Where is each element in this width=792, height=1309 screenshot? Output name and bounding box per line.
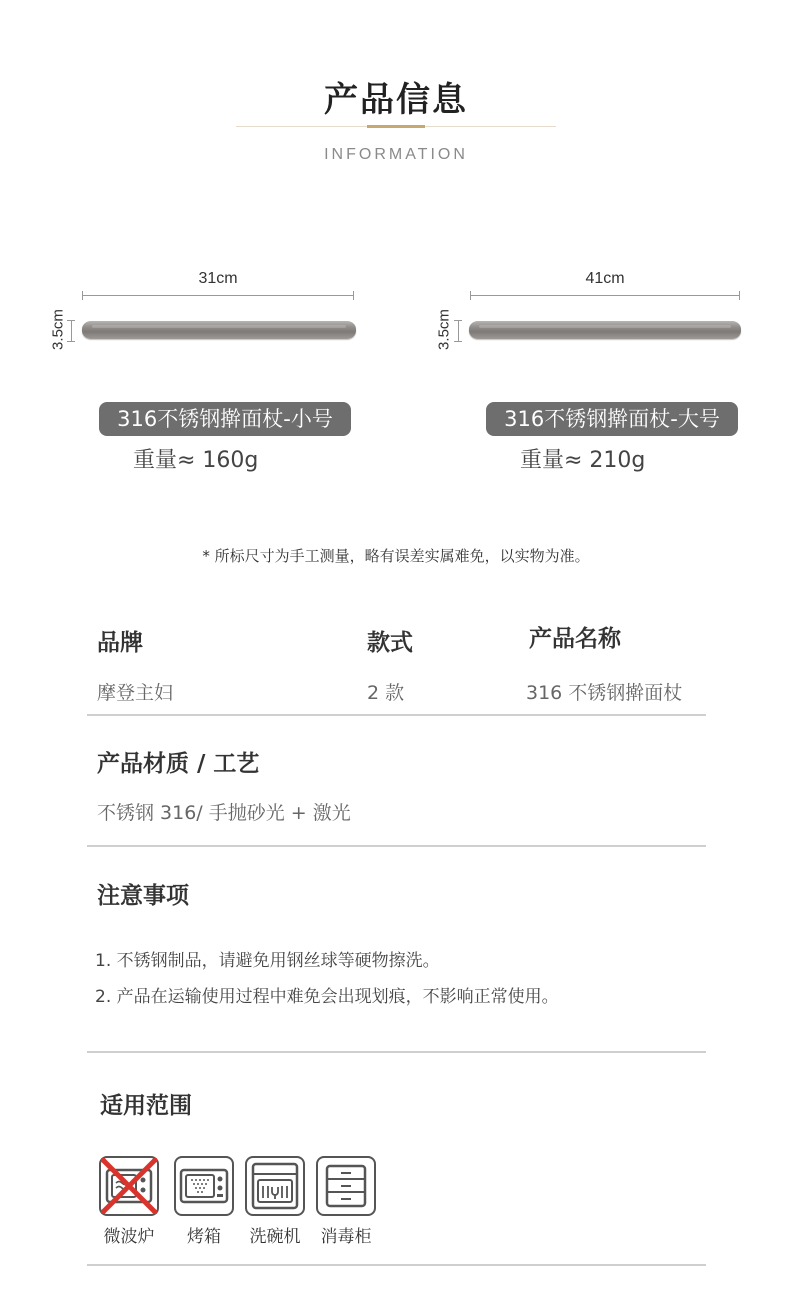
diameter-dimension-line	[458, 320, 459, 342]
caution-item: 1. 不锈钢制品，请避免用钢丝球等硬物擦洗。	[95, 951, 440, 971]
length-tick-right	[739, 291, 740, 300]
product-weight: 重量≈ 210g	[520, 448, 646, 473]
rolling-pin-small-image	[82, 321, 356, 339]
usage-title: 适用范围	[100, 1093, 192, 1119]
product-weight: 重量≈ 160g	[133, 448, 259, 473]
length-label: 41cm	[585, 270, 625, 287]
usage-label-microwave: 微波炉	[103, 1227, 155, 1247]
divider	[87, 1264, 706, 1266]
diameter-tick-top	[67, 320, 75, 321]
usage-label-dishwasher: 洗碗机	[249, 1227, 301, 1247]
divider	[87, 845, 706, 847]
length-tick-left	[470, 291, 471, 300]
product-name-badge: 316不锈钢擀面杖-小号	[99, 402, 351, 436]
divider	[87, 1051, 706, 1053]
product-name-badge: 316不锈钢擀面杖-大号	[486, 402, 738, 436]
diameter-label: 3.5cm	[49, 309, 67, 350]
length-label: 31cm	[198, 270, 238, 287]
length-tick-right	[353, 291, 354, 300]
brand-value: 摩登主妇	[97, 682, 174, 704]
sterilizer-cabinet-icon	[316, 1156, 376, 1216]
page-subtitle: INFORMATION	[324, 146, 468, 163]
caution-item: 2. 产品在运输使用过程中难免会出现划痕，不影响正常使用。	[95, 987, 559, 1007]
usage-label-oven: 烤箱	[187, 1227, 221, 1247]
cautions-title: 注意事项	[97, 883, 189, 909]
length-dimension-line	[470, 295, 740, 296]
diameter-dimension-line	[71, 320, 72, 342]
style-label: 款式	[367, 630, 413, 656]
page-title: 产品信息	[324, 80, 468, 120]
style-value: 2 款	[367, 682, 405, 704]
usage-label-sterilizer: 消毒柜	[320, 1227, 372, 1247]
oven-icon	[174, 1156, 234, 1216]
length-tick-left	[82, 291, 83, 300]
product-name-label: 产品名称	[529, 626, 621, 652]
divider	[87, 714, 706, 716]
material-value: 不锈钢 316/ 手抛砂光 + 激光	[97, 802, 351, 824]
product-name-value: 316 不锈钢擀面杖	[526, 682, 683, 704]
dishwasher-icon	[245, 1156, 305, 1216]
diameter-tick-bottom	[454, 341, 462, 342]
material-label: 产品材质 / 工艺	[97, 751, 260, 777]
diameter-label: 3.5cm	[435, 309, 453, 350]
rolling-pin-large-image	[469, 321, 741, 339]
brand-label: 品牌	[97, 630, 143, 656]
measurement-note: * 所标尺寸为手工测量，略有误差实属难免，以实物为准。	[202, 547, 590, 565]
diameter-tick-top	[454, 320, 462, 321]
microwave-crossed-icon	[99, 1156, 159, 1216]
diameter-tick-bottom	[67, 341, 75, 342]
length-dimension-line	[82, 295, 354, 296]
title-accent-bar	[367, 125, 425, 128]
